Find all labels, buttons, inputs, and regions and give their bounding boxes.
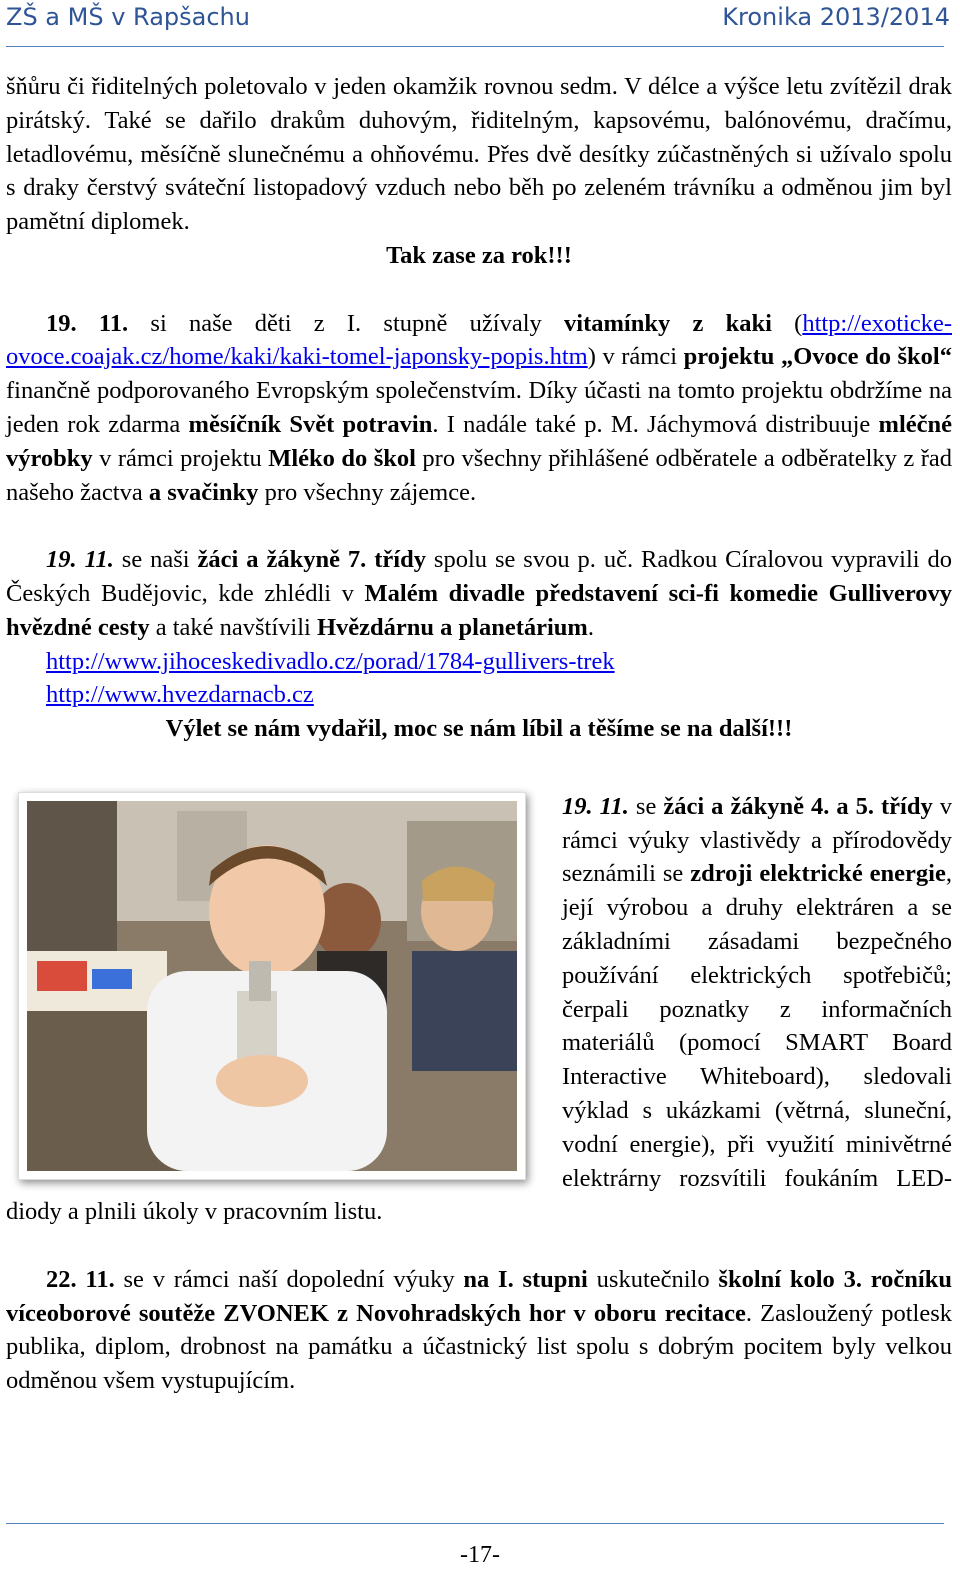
paragraph-kaki: 19. 11. si naše děti z I. stupně užívaly vitamínky z kaki (http://exoticke-ovoce.coajak.cz/home/kaki/kaki-tomel-japonsky-popis.htm) v rámci projektu „Ovoce do škol“ finančně podporovaného Evropským společenstvím. Díky účasti na tomto projektu obdržíme na jeden rok zdarma měsíčník Svět potravin. I nadále také p. M. Jáchymová distribuuje mléčné výrobky v rámci projektu Mléko do škol pro všechny přihlášené odběratele a odběratelky z řad našeho žactva a svačinky pro všechny zájemce. — [6, 309, 953, 506]
kaki-link[interactable]: http://exoticke-ovoce.coajak.cz/home/kaki/kaki-tomel-japonsky-popis.htm — [6, 309, 952, 371]
paragraph-theatre: 19. 11. se naši žáci a žákyně 7. třídy spolu se svou p. uč. Radkou Círalovou vypravili do Českých Budějovic, kde zhlédli v Malém divadle představení sci-fi komedie Gulliverovy hvězdné cesty a také navštívili Hvězdárnu a planetárium. — [6, 546, 953, 641]
page-number: -17- — [460, 1542, 500, 1568]
page-header — [0, 0, 960, 42]
header-chronicle-title: Kronika 2013/2014 — [722, 3, 950, 31]
header-divider — [6, 46, 944, 47]
paragraph-energy: 19. 11. se žáci a žákyně 4. a 5. třídy v rámci výuky vlastivědy a přírodovědy seznámili se zdroji elektrické energie, její výrobou a druhy elektráren a se základními zásadami bezpečného používání elektrických spotřebičů; čerpali poznatky z informačních materiálů (pomocí SMART Board Interactive Whiteboard), sledovali výklad s ukázkami (větrná, sluneční, vodní energie), při využití minivětrné elektrárny rozsvítili foukáním LED-diody a plnili úkoly v pracovním listu. — [6, 792, 952, 1226]
paragraph-kites: šňůru či řiditelných poletovalo v jeden okamžik rovnou sedm. V délce a výšce letu zvítězil drak pirátský. Také se dařilo drakům duhovým, řiditelným, kapsovému, balónovému, dračímu, letadlovému, měsíčně slunečnému a ohňovému. Přes dvě desítky zúčastněných si užívalo spolu s draky čerstvý sváteční listopadový vzduch nebo běh po zeleném trávníku a odměnou jim byl pamětní diplomek. — [6, 73, 952, 236]
classroom-photo — [18, 792, 526, 1180]
theatre-link[interactable]: http://www.jihoceskedivadlo.cz/porad/1784-gullivers-trek — [46, 647, 615, 675]
paragraph-kites-closing: Tak zase za rok!!! — [386, 241, 572, 269]
observatory-link[interactable]: http://www.hvezdarnacb.cz — [46, 681, 314, 709]
page-body — [6, 70, 952, 1398]
header-school-name: ZŠ a MŠ v Rapšachu — [6, 3, 250, 31]
paragraph-theatre-closing: Výlet se nám vydařil, moc se nám líbil a těšíme se na další!!! — [165, 715, 793, 743]
footer-divider — [6, 1523, 944, 1524]
paragraph-zvonek: 22. 11. se v rámci naší dopolední výuky na I. stupni uskutečnilo školní kolo 3. ročníku víceoborové soutěže ZVONEK z Novohradských hor v oboru recitace. Zasloužený potlesk publika, diplom, drobnost na památku a účastnický list spolu s dobrým pocitem byly velkou odměnou všem vystupujícím. — [6, 1265, 952, 1395]
